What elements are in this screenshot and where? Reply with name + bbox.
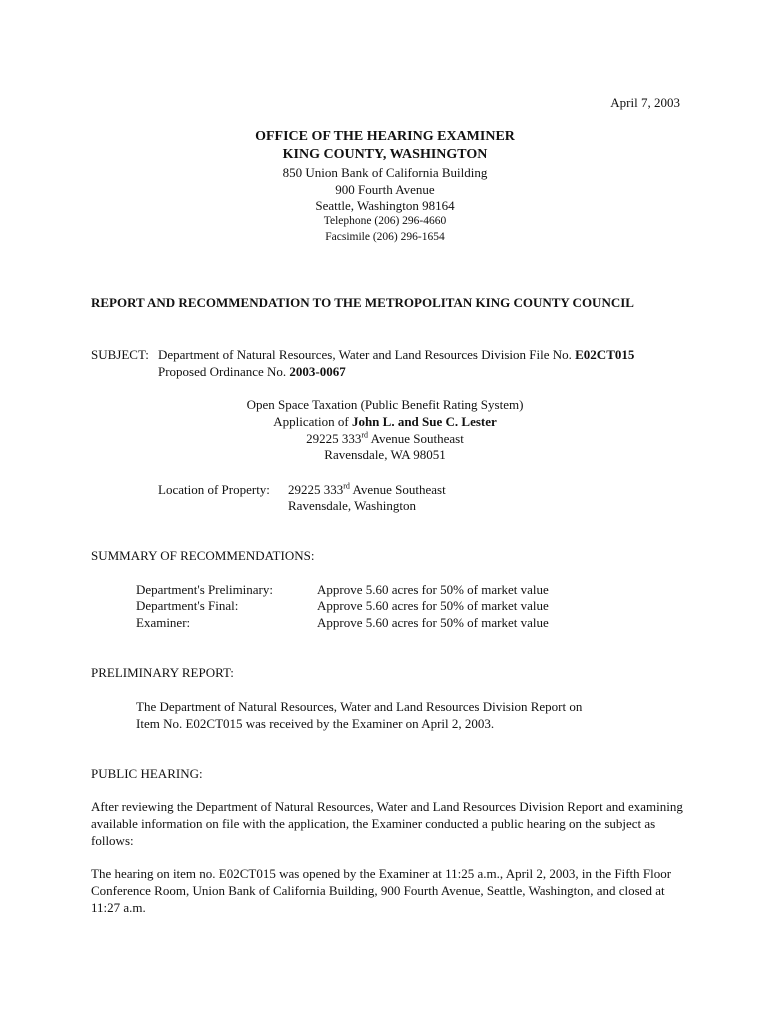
file-number: E02CT015 bbox=[575, 347, 635, 362]
summary-label-preliminary: Department's Preliminary: bbox=[136, 582, 274, 597]
applicant-names: John L. and Sue C. Lester bbox=[351, 414, 497, 429]
summary-value-examiner: Approve 5.60 acres for 50% of market value bbox=[317, 615, 549, 630]
subject-line-1 bbox=[158, 346, 634, 363]
summary-heading: SUMMARY OF RECOMMENDATIONS: bbox=[91, 548, 315, 563]
applicant-address-suffix: rd bbox=[361, 430, 369, 440]
preliminary-line-2: Item No. E02CT015 was received by the Examiner on April 2, 2003. bbox=[136, 716, 495, 731]
applicant-city: Ravensdale, WA 98051 bbox=[324, 447, 446, 462]
property-address-street: Avenue Southeast bbox=[349, 482, 446, 497]
program-name: Open Space Taxation (Public Benefit Rating System) bbox=[246, 397, 524, 412]
applicant-address-number: 29225 333 bbox=[306, 431, 362, 446]
application-line bbox=[0, 413, 770, 430]
hearing-paragraph-1: After reviewing the Department of Natural Resources, Water and Land Resources Division Report and examining available information on file with the application, the Examiner conducted a public hearing on the subject as follows: bbox=[91, 799, 683, 848]
hearing-heading: PUBLIC HEARING: bbox=[91, 766, 203, 781]
applicant-address-street: Avenue Southeast bbox=[368, 431, 464, 446]
subject-line-2 bbox=[158, 363, 346, 380]
document-date: April 7, 2003 bbox=[610, 95, 680, 110]
summary-label-examiner: Examiner: bbox=[136, 615, 191, 630]
property-address-suffix: rd bbox=[343, 481, 350, 491]
property-address bbox=[288, 481, 446, 498]
address-line-3: Seattle, Washington 98164 bbox=[315, 198, 455, 213]
hearing-paragraph-2: The hearing on item no. E02CT015 was opened by the Examiner at 11:25 a.m., April 2, 2003, in the Fifth Floor Conference Room, Union Bank of California Building, 900 Fourth Avenue, Seattle, Washington, and closed at 11:27 a.m. bbox=[91, 866, 672, 915]
location-label: Location of Property: bbox=[158, 482, 270, 497]
ordinance-number: 2003-0067 bbox=[289, 364, 346, 379]
address-line-1: 850 Union Bank of California Building bbox=[282, 165, 488, 180]
property-city: Ravensdale, Washington bbox=[288, 498, 416, 513]
subject-line-1-text: Department of Natural Resources, Water and Land Resources Division File No. bbox=[158, 347, 576, 362]
office-name: OFFICE OF THE HEARING EXAMINER bbox=[255, 129, 515, 144]
application-prefix: Application of bbox=[273, 414, 352, 429]
summary-value-final: Approve 5.60 acres for 50% of market value bbox=[317, 598, 549, 613]
preliminary-line-1: The Department of Natural Resources, Water and Land Resources Division Report on bbox=[136, 699, 583, 714]
summary-value-preliminary: Approve 5.60 acres for 50% of market value bbox=[317, 582, 549, 597]
summary-label-final: Department's Final: bbox=[136, 598, 239, 613]
report-title: REPORT AND RECOMMENDATION TO THE METROPOLITAN KING COUNTY COUNCIL bbox=[91, 295, 634, 310]
county-name: KING COUNTY, WASHINGTON bbox=[282, 147, 488, 162]
subject-label: SUBJECT: bbox=[91, 347, 149, 362]
applicant-address bbox=[0, 430, 770, 447]
property-address-number: 29225 333 bbox=[288, 482, 344, 497]
preliminary-heading: PRELIMINARY REPORT: bbox=[91, 665, 234, 680]
address-line-2: 900 Fourth Avenue bbox=[335, 182, 435, 197]
subject-line-2-text: Proposed Ordinance No. bbox=[158, 364, 290, 379]
telephone: Telephone (206) 296-4660 bbox=[323, 215, 447, 227]
facsimile: Facsimile (206) 296-1654 bbox=[325, 231, 445, 243]
